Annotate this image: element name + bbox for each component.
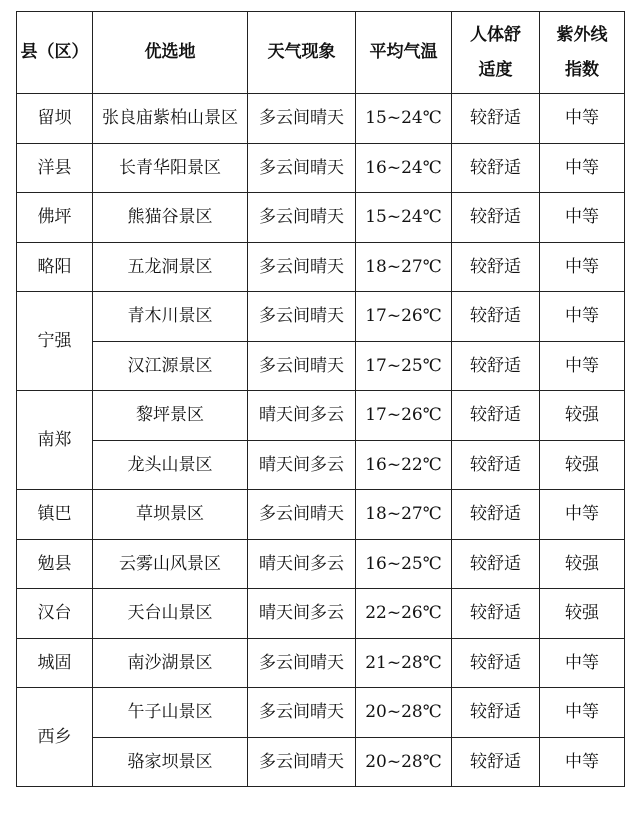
weather-cell: 多云间晴天	[248, 94, 356, 144]
header-text: 天气现象	[267, 42, 336, 63]
comfort-cell: 较舒适	[452, 341, 540, 391]
weather-cell: 多云间晴天	[248, 638, 356, 688]
uv-index-cell: 较强	[540, 391, 625, 441]
temperature-cell: 20~28℃	[356, 737, 452, 787]
weather-cell: 多云间晴天	[248, 143, 356, 193]
site-cell: 骆家坝景区	[93, 737, 248, 787]
temperature-cell: 18~27℃	[356, 490, 452, 540]
site-cell: 草坝景区	[93, 490, 248, 540]
uv-index-cell: 中等	[540, 193, 625, 243]
county-cell: 宁强	[17, 292, 93, 391]
table-row	[17, 490, 625, 540]
uv-index-cell: 较强	[540, 440, 625, 490]
temperature-cell: 17~26℃	[356, 292, 452, 342]
header-text: 人体舒	[470, 25, 521, 46]
table-row	[17, 94, 625, 144]
table-row	[17, 193, 625, 243]
county-cell: 镇巴	[17, 490, 93, 540]
comfort-cell: 较舒适	[452, 589, 540, 639]
county-cell: 西乡	[17, 688, 93, 787]
temperature-cell: 18~27℃	[356, 242, 452, 292]
weather-cell: 多云间晴天	[248, 490, 356, 540]
uv-index-cell: 中等	[540, 688, 625, 738]
temperature-cell: 17~25℃	[356, 341, 452, 391]
temperature-cell: 17~26℃	[356, 391, 452, 441]
weather-cell: 多云间晴天	[248, 688, 356, 738]
temperature-cell: 16~22℃	[356, 440, 452, 490]
uv-index-cell: 中等	[540, 143, 625, 193]
site-cell: 黎坪景区	[93, 391, 248, 441]
table-row	[17, 737, 625, 787]
table-row	[17, 440, 625, 490]
table-row	[17, 688, 625, 738]
comfort-cell: 较舒适	[452, 688, 540, 738]
comfort-cell: 较舒适	[452, 638, 540, 688]
weather-column-header	[248, 12, 356, 94]
uv-index-cell: 中等	[540, 490, 625, 540]
temperature-cell: 15~24℃	[356, 94, 452, 144]
comfort-cell: 较舒适	[452, 490, 540, 540]
site-cell: 熊猫谷景区	[93, 193, 248, 243]
table-body	[17, 94, 625, 787]
comfort-cell: 较舒适	[452, 94, 540, 144]
site-cell: 午子山景区	[93, 688, 248, 738]
weather-cell: 多云间晴天	[248, 242, 356, 292]
table-row	[17, 242, 625, 292]
table-row	[17, 143, 625, 193]
uv-index-cell: 中等	[540, 94, 625, 144]
site-cell: 青木川景区	[93, 292, 248, 342]
county-cell: 勉县	[17, 539, 93, 589]
header-text: 平均气温	[369, 42, 438, 63]
site-cell: 南沙湖景区	[93, 638, 248, 688]
weather-cell: 多云间晴天	[248, 292, 356, 342]
temperature-cell: 22~26℃	[356, 589, 452, 639]
comfort-cell: 较舒适	[452, 391, 540, 441]
uv-index-cell: 中等	[540, 242, 625, 292]
comfort-cell: 较舒适	[452, 242, 540, 292]
site-column-header	[93, 12, 248, 94]
header-text: 指数	[565, 59, 599, 80]
comfort-cell: 较舒适	[452, 539, 540, 589]
temperature-cell: 20~28℃	[356, 688, 452, 738]
header-text: 县（区）	[20, 42, 89, 63]
county-cell: 佛坪	[17, 193, 93, 243]
site-cell: 云雾山风景区	[93, 539, 248, 589]
weather-cell: 晴天间多云	[248, 589, 356, 639]
table-row	[17, 391, 625, 441]
temperature-column-header	[356, 12, 452, 94]
site-cell: 汉江源景区	[93, 341, 248, 391]
temperature-cell: 15~24℃	[356, 193, 452, 243]
temperature-cell: 21~28℃	[356, 638, 452, 688]
uv-index-cell: 中等	[540, 292, 625, 342]
county-column-header	[17, 12, 93, 94]
table-row	[17, 539, 625, 589]
county-cell: 略阳	[17, 242, 93, 292]
site-cell: 张良庙紫柏山景区	[93, 94, 248, 144]
weather-cell: 多云间晴天	[248, 737, 356, 787]
table-row	[17, 292, 625, 342]
comfort-cell: 较舒适	[452, 440, 540, 490]
temperature-cell: 16~24℃	[356, 143, 452, 193]
county-cell: 汉台	[17, 589, 93, 639]
table-row	[17, 638, 625, 688]
site-cell: 长青华阳景区	[93, 143, 248, 193]
header-text: 紫外线	[556, 25, 608, 46]
county-cell: 城固	[17, 638, 93, 688]
uv-index-cell: 中等	[540, 737, 625, 787]
comfort-cell: 较舒适	[452, 292, 540, 342]
comfort-column-header	[452, 12, 540, 94]
uv-index-cell: 中等	[540, 638, 625, 688]
site-cell: 五龙洞景区	[93, 242, 248, 292]
comfort-cell: 较舒适	[452, 737, 540, 787]
header-text: 优选地	[144, 42, 196, 63]
table-row	[17, 589, 625, 639]
comfort-cell: 较舒适	[452, 193, 540, 243]
site-cell: 天台山景区	[93, 589, 248, 639]
uv-index-cell: 中等	[540, 341, 625, 391]
weather-cell: 多云间晴天	[248, 341, 356, 391]
weather-cell: 多云间晴天	[248, 193, 356, 243]
uv-index-cell: 较强	[540, 539, 625, 589]
table-header-row	[17, 12, 625, 94]
site-cell: 龙头山景区	[93, 440, 248, 490]
header-text: 适度	[478, 59, 513, 80]
county-cell: 洋县	[17, 143, 93, 193]
comfort-cell: 较舒适	[452, 143, 540, 193]
weather-cell: 晴天间多云	[248, 440, 356, 490]
temperature-cell: 16~25℃	[356, 539, 452, 589]
weather-cell: 晴天间多云	[248, 391, 356, 441]
county-cell: 留坝	[17, 94, 93, 144]
scenic-weather-table	[16, 11, 625, 787]
county-cell: 南郑	[17, 391, 93, 490]
uv-column-header	[540, 12, 625, 94]
uv-index-cell: 较强	[540, 589, 625, 639]
weather-cell: 晴天间多云	[248, 539, 356, 589]
table-row	[17, 341, 625, 391]
